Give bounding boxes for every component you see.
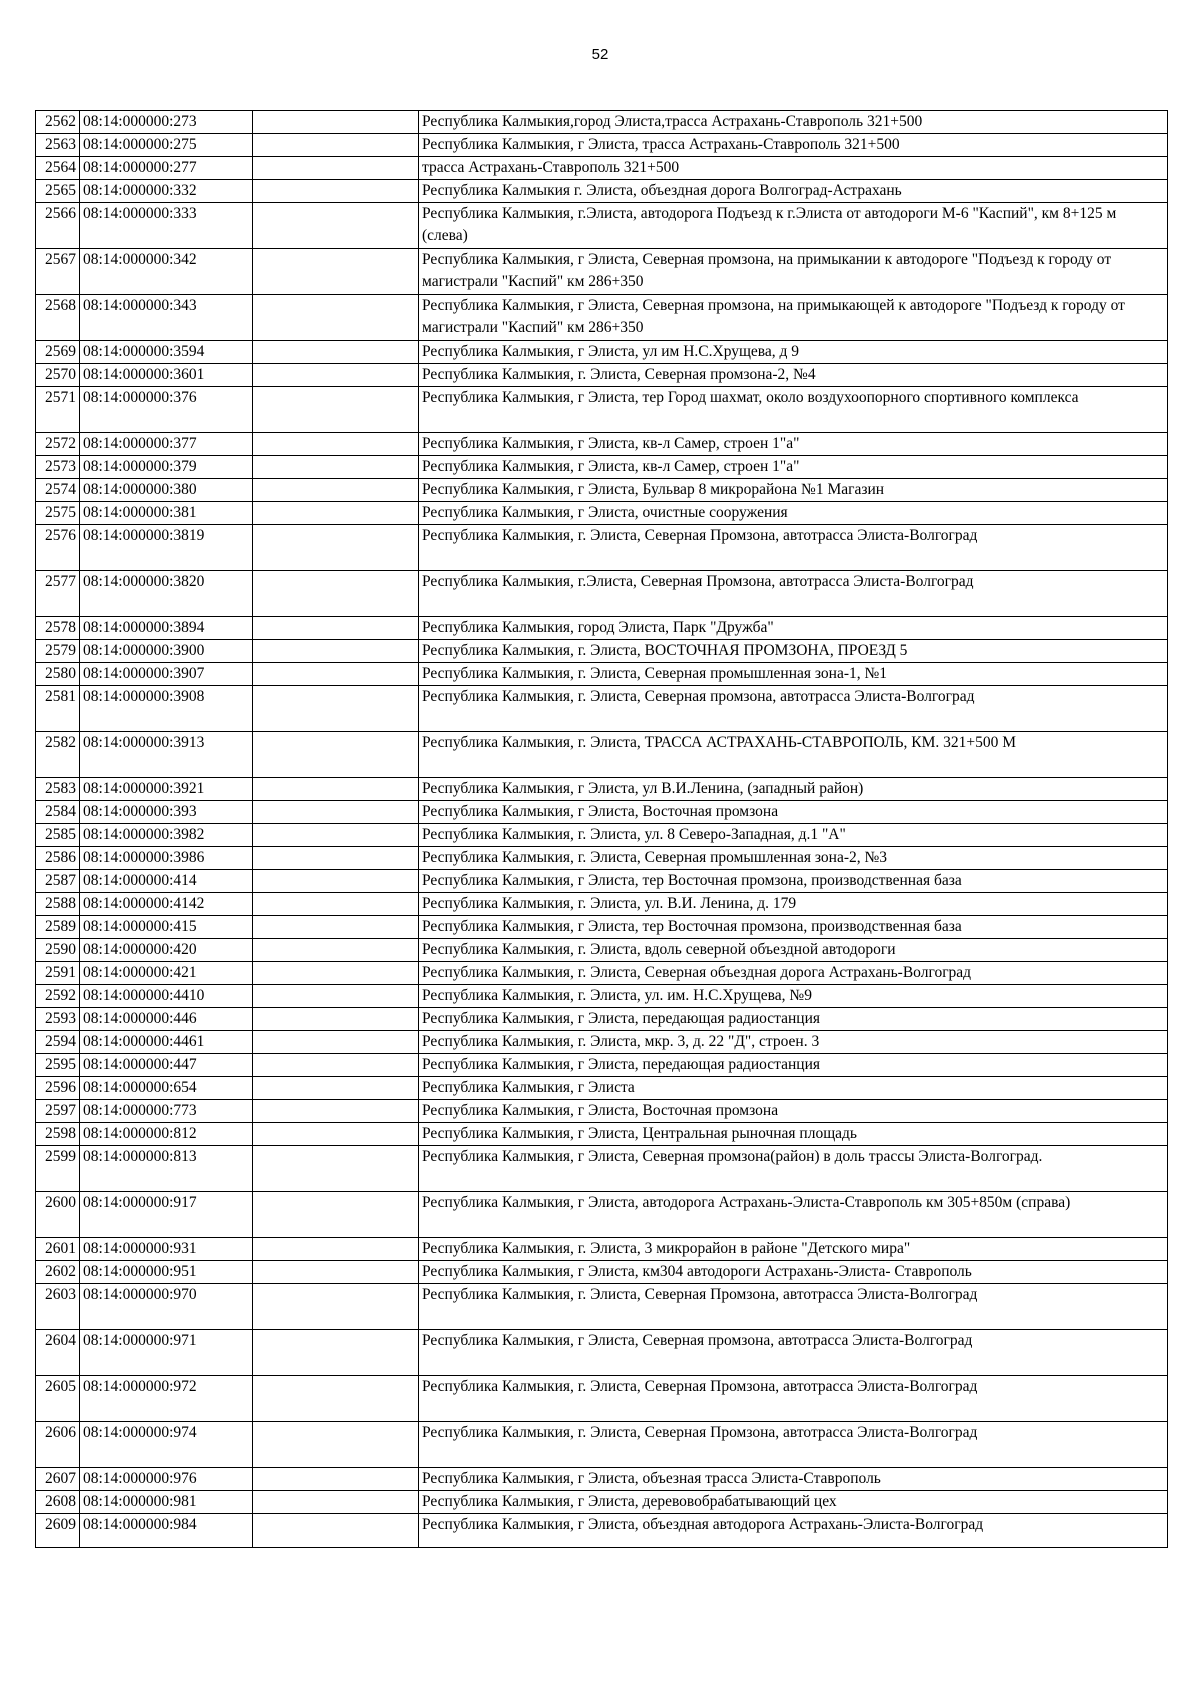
empty-column-cell: [253, 1514, 419, 1548]
row-number-cell: 2563: [36, 134, 80, 157]
row-number-cell: 2597: [36, 1100, 80, 1123]
empty-column-cell: [253, 571, 419, 617]
row-number-cell: 2565: [36, 180, 80, 203]
row-number-cell: 2578: [36, 617, 80, 640]
cadastral-number-cell: 08:14:000000:3820: [80, 571, 253, 617]
registry-table: [35, 110, 1168, 1548]
row-number-cell: 2583: [36, 778, 80, 801]
cadastral-number-cell: 08:14:000000:380: [80, 479, 253, 502]
table-row: [36, 134, 1168, 157]
empty-column-cell: [253, 502, 419, 525]
cadastral-number-cell: 08:14:000000:393: [80, 801, 253, 824]
empty-column-cell: [253, 732, 419, 778]
address-cell: Республика Калмыкия, г. Элиста, ул. им. Н.С.Хрущева, №9: [419, 985, 1168, 1008]
row-number-cell: 2564: [36, 157, 80, 180]
address-cell: Республика Калмыкия, г. Элиста, вдоль северной объездной автодороги: [419, 939, 1168, 962]
empty-column-cell: [253, 985, 419, 1008]
page-number: 52: [591, 46, 609, 63]
table-row: [36, 1491, 1168, 1514]
row-number-cell: 2567: [36, 249, 80, 295]
table-row: [36, 778, 1168, 801]
table-row: [36, 663, 1168, 686]
table-row: [36, 249, 1168, 295]
empty-column-cell: [253, 686, 419, 732]
cadastral-number-cell: 08:14:000000:273: [80, 111, 253, 134]
table-row: [36, 1192, 1168, 1238]
row-number-cell: 2582: [36, 732, 80, 778]
table-row: [36, 801, 1168, 824]
address-cell: Республика Калмыкия, г.Элиста, автодорога Подъезд к г.Элиста от автодороги М-6 "Каспий", км 8+125 м (слева): [419, 203, 1168, 249]
empty-column-cell: [253, 364, 419, 387]
address-cell: Республика Калмыкия, г Элиста, Бульвар 8 микрорайона №1 Магазин: [419, 479, 1168, 502]
table-row: [36, 341, 1168, 364]
table-row: [36, 916, 1168, 939]
table-row: [36, 1284, 1168, 1330]
cadastral-number-cell: 08:14:000000:3894: [80, 617, 253, 640]
cadastral-number-cell: 08:14:000000:654: [80, 1077, 253, 1100]
empty-column-cell: [253, 617, 419, 640]
empty-column-cell: [253, 939, 419, 962]
address-cell: трасса Астрахань-Ставрополь 321+500: [419, 157, 1168, 180]
address-cell: Республика Калмыкия, город Элиста, Парк "Дружба": [419, 617, 1168, 640]
cadastral-number-cell: 08:14:000000:343: [80, 295, 253, 341]
cadastral-number-cell: 08:14:000000:974: [80, 1422, 253, 1468]
empty-column-cell: [253, 893, 419, 916]
cadastral-number-cell: 08:14:000000:414: [80, 870, 253, 893]
empty-column-cell: [253, 456, 419, 479]
row-number-cell: 2586: [36, 847, 80, 870]
row-number-cell: 2593: [36, 1008, 80, 1031]
table-row: [36, 1077, 1168, 1100]
empty-column-cell: [253, 134, 419, 157]
cadastral-number-cell: 08:14:000000:377: [80, 433, 253, 456]
cadastral-number-cell: 08:14:000000:3982: [80, 824, 253, 847]
table-row: [36, 295, 1168, 341]
row-number-cell: 2596: [36, 1077, 80, 1100]
address-cell: Республика Калмыкия, г. Элиста, Северная Промзона, автотрасса Элиста-Волгоград: [419, 1284, 1168, 1330]
cadastral-number-cell: 08:14:000000:342: [80, 249, 253, 295]
table-row: [36, 1100, 1168, 1123]
table-row: [36, 962, 1168, 985]
row-number-cell: 2580: [36, 663, 80, 686]
address-cell: Республика Калмыкия, г Элиста, объезная трасса Элиста-Ставрополь: [419, 1468, 1168, 1491]
row-number-cell: 2577: [36, 571, 80, 617]
row-number-cell: 2606: [36, 1422, 80, 1468]
address-cell: Республика Калмыкия, г Элиста, Восточная промзона: [419, 1100, 1168, 1123]
cadastral-number-cell: 08:14:000000:381: [80, 502, 253, 525]
cadastral-number-cell: 08:14:000000:277: [80, 157, 253, 180]
empty-column-cell: [253, 778, 419, 801]
address-cell: Республика Калмыкия, г. Элиста, ТРАССА АСТРАХАНЬ-СТАВРОПОЛЬ, КМ. 321+500 М: [419, 732, 1168, 778]
empty-column-cell: [253, 1100, 419, 1123]
cadastral-number-cell: 08:14:000000:3913: [80, 732, 253, 778]
row-number-cell: 2571: [36, 387, 80, 433]
empty-column-cell: [253, 203, 419, 249]
address-cell: Республика Калмыкия, г Элиста, очистные сооружения: [419, 502, 1168, 525]
cadastral-number-cell: 08:14:000000:931: [80, 1238, 253, 1261]
address-cell: Республика Калмыкия, г Элиста, тер Город шахмат, около воздухоопорного спортивного комплекса: [419, 387, 1168, 433]
empty-column-cell: [253, 1261, 419, 1284]
table-row: [36, 1376, 1168, 1422]
cadastral-number-cell: 08:14:000000:984: [80, 1514, 253, 1548]
address-cell: Республика Калмыкия, г Элиста, км304 автодороги Астрахань-Элиста- Ставрополь: [419, 1261, 1168, 1284]
table-row: [36, 686, 1168, 732]
empty-column-cell: [253, 1192, 419, 1238]
address-cell: Республика Калмыкия, г Элиста, объездная автодорога Астрахань-Элиста-Волгоград: [419, 1514, 1168, 1548]
table-row: [36, 387, 1168, 433]
empty-column-cell: [253, 1054, 419, 1077]
row-number-cell: 2568: [36, 295, 80, 341]
row-number-cell: 2574: [36, 479, 80, 502]
row-number-cell: 2599: [36, 1146, 80, 1192]
empty-column-cell: [253, 1284, 419, 1330]
empty-column-cell: [253, 1123, 419, 1146]
cadastral-number-cell: 08:14:000000:3907: [80, 663, 253, 686]
row-number-cell: 2602: [36, 1261, 80, 1284]
address-cell: Республика Калмыкия,город Элиста,трасса Астрахань-Ставрополь 321+500: [419, 111, 1168, 134]
row-number-cell: 2592: [36, 985, 80, 1008]
address-cell: Республика Калмыкия, г. Элиста, 3 микрорайон в районе "Детского мира": [419, 1238, 1168, 1261]
row-number-cell: 2589: [36, 916, 80, 939]
address-cell: Республика Калмыкия, г. Элиста, Северная промзона-2, №4: [419, 364, 1168, 387]
table-row: [36, 111, 1168, 134]
row-number-cell: 2603: [36, 1284, 80, 1330]
row-number-cell: 2590: [36, 939, 80, 962]
empty-column-cell: [253, 1330, 419, 1376]
cadastral-number-cell: 08:14:000000:3921: [80, 778, 253, 801]
row-number-cell: 2566: [36, 203, 80, 249]
cadastral-number-cell: 08:14:000000:420: [80, 939, 253, 962]
cadastral-number-cell: 08:14:000000:773: [80, 1100, 253, 1123]
table-row: [36, 364, 1168, 387]
empty-column-cell: [253, 111, 419, 134]
empty-column-cell: [253, 387, 419, 433]
address-cell: Республика Калмыкия, г. Элиста, Северная промзона, автотрасса Элиста-Волгоград: [419, 686, 1168, 732]
cadastral-number-cell: 08:14:000000:415: [80, 916, 253, 939]
row-number-cell: 2572: [36, 433, 80, 456]
address-cell: Республика Калмыкия, г. Элиста, Северная промышленная зона-2, №3: [419, 847, 1168, 870]
empty-column-cell: [253, 962, 419, 985]
empty-column-cell: [253, 525, 419, 571]
address-cell: Республика Калмыкия, г Элиста, деревовобрабатывающий цех: [419, 1491, 1168, 1514]
table-row: [36, 479, 1168, 502]
cadastral-number-cell: 08:14:000000:3819: [80, 525, 253, 571]
row-number-cell: 2595: [36, 1054, 80, 1077]
table-row: [36, 824, 1168, 847]
registry-table-body: [36, 111, 1168, 1548]
table-row: [36, 1261, 1168, 1284]
cadastral-number-cell: 08:14:000000:446: [80, 1008, 253, 1031]
table-row: [36, 640, 1168, 663]
cadastral-number-cell: 08:14:000000:976: [80, 1468, 253, 1491]
row-number-cell: 2569: [36, 341, 80, 364]
cadastral-number-cell: 08:14:000000:970: [80, 1284, 253, 1330]
address-cell: Республика Калмыкия, г Элиста, ул В.И.Ленина, (западный район): [419, 778, 1168, 801]
cadastral-number-cell: 08:14:000000:917: [80, 1192, 253, 1238]
address-cell: Республика Калмыкия, г.Элиста, Северная Промзона, автотрасса Элиста-Волгоград: [419, 571, 1168, 617]
address-cell: Республика Калмыкия, г Элиста, передающая радиостанция: [419, 1008, 1168, 1031]
address-cell: Республика Калмыкия, г. Элиста, Северная объездная дорога Астрахань-Волгоград: [419, 962, 1168, 985]
cadastral-number-cell: 08:14:000000:951: [80, 1261, 253, 1284]
table-row: [36, 456, 1168, 479]
address-cell: Республика Калмыкия г. Элиста, объездная дорога Волгоград-Астрахань: [419, 180, 1168, 203]
address-cell: Республика Калмыкия, г Элиста, ул им Н.С.Хрущева, д 9: [419, 341, 1168, 364]
row-number-cell: 2570: [36, 364, 80, 387]
row-number-cell: 2562: [36, 111, 80, 134]
empty-column-cell: [253, 1146, 419, 1192]
table-row: [36, 1330, 1168, 1376]
cadastral-number-cell: 08:14:000000:3986: [80, 847, 253, 870]
table-row: [36, 433, 1168, 456]
table-row: [36, 1008, 1168, 1031]
empty-column-cell: [253, 663, 419, 686]
row-number-cell: 2598: [36, 1123, 80, 1146]
table-row: [36, 1146, 1168, 1192]
table-row: [36, 571, 1168, 617]
address-cell: Республика Калмыкия, г. Элиста, ул. В.И. Ленина, д. 179: [419, 893, 1168, 916]
address-cell: Республика Калмыкия, г Элиста, передающая радиостанция: [419, 1054, 1168, 1077]
row-number-cell: 2579: [36, 640, 80, 663]
row-number-cell: 2609: [36, 1514, 80, 1548]
table-row: [36, 502, 1168, 525]
row-number-cell: 2585: [36, 824, 80, 847]
row-number-cell: 2587: [36, 870, 80, 893]
row-number-cell: 2581: [36, 686, 80, 732]
empty-column-cell: [253, 157, 419, 180]
table-row: [36, 939, 1168, 962]
table-row: [36, 203, 1168, 249]
address-cell: Республика Калмыкия, г. Элиста, Северная Промзона, автотрасса Элиста-Волгоград: [419, 1376, 1168, 1422]
row-number-cell: 2600: [36, 1192, 80, 1238]
empty-column-cell: [253, 1422, 419, 1468]
row-number-cell: 2576: [36, 525, 80, 571]
table-row: [36, 732, 1168, 778]
empty-column-cell: [253, 801, 419, 824]
empty-column-cell: [253, 180, 419, 203]
cadastral-number-cell: 08:14:000000:376: [80, 387, 253, 433]
address-cell: Республика Калмыкия, г Элиста, Северная промзона(район) в доль трассы Элиста-Волгоград.: [419, 1146, 1168, 1192]
table-row: [36, 1054, 1168, 1077]
table-row: [36, 157, 1168, 180]
empty-column-cell: [253, 916, 419, 939]
table-row: [36, 1238, 1168, 1261]
cadastral-number-cell: 08:14:000000:447: [80, 1054, 253, 1077]
address-cell: Республика Калмыкия, г Элиста, Северная промзона, на примыкании к автодороге "Подъезд к городу от магистрали "Каспий" км 286+350: [419, 249, 1168, 295]
address-cell: Республика Калмыкия, г Элиста, Восточная промзона: [419, 801, 1168, 824]
row-number-cell: 2575: [36, 502, 80, 525]
empty-column-cell: [253, 249, 419, 295]
table-row: [36, 1514, 1168, 1548]
cadastral-number-cell: 08:14:000000:3594: [80, 341, 253, 364]
cadastral-number-cell: 08:14:000000:4461: [80, 1031, 253, 1054]
table-row: [36, 1031, 1168, 1054]
cadastral-number-cell: 08:14:000000:981: [80, 1491, 253, 1514]
cadastral-number-cell: 08:14:000000:275: [80, 134, 253, 157]
cadastral-number-cell: 08:14:000000:813: [80, 1146, 253, 1192]
address-cell: Республика Калмыкия, г Элиста, Северная промзона, на примыкающей к автодороге "Подъезд к городу от магистрали "Каспий" км 286+350: [419, 295, 1168, 341]
empty-column-cell: [253, 1008, 419, 1031]
address-cell: Республика Калмыкия, г Элиста: [419, 1077, 1168, 1100]
row-number-cell: 2588: [36, 893, 80, 916]
address-cell: Республика Калмыкия, г. Элиста, мкр. 3, д. 22 "Д", строен. 3: [419, 1031, 1168, 1054]
table-row: [36, 617, 1168, 640]
empty-column-cell: [253, 1468, 419, 1491]
address-cell: Республика Калмыкия, г. Элиста, Северная промышленная зона-1, №1: [419, 663, 1168, 686]
row-number-cell: 2594: [36, 1031, 80, 1054]
address-cell: Республика Калмыкия, г. Элиста, Северная Промзона, автотрасса Элиста-Волгоград: [419, 525, 1168, 571]
cadastral-number-cell: 08:14:000000:333: [80, 203, 253, 249]
empty-column-cell: [253, 824, 419, 847]
address-cell: Республика Калмыкия, г Элиста, Центральная рыночная площадь: [419, 1123, 1168, 1146]
address-cell: Республика Калмыкия, г Элиста, трасса Астрахань-Ставрополь 321+500: [419, 134, 1168, 157]
address-cell: Республика Калмыкия, г Элиста, автодорога Астрахань-Элиста-Ставрополь км 305+850м (справа): [419, 1192, 1168, 1238]
cadastral-number-cell: 08:14:000000:812: [80, 1123, 253, 1146]
empty-column-cell: [253, 870, 419, 893]
empty-column-cell: [253, 1238, 419, 1261]
table-row: [36, 870, 1168, 893]
cadastral-number-cell: 08:14:000000:972: [80, 1376, 253, 1422]
empty-column-cell: [253, 433, 419, 456]
cadastral-number-cell: 08:14:000000:4410: [80, 985, 253, 1008]
address-cell: Республика Калмыкия, г Элиста, тер Восточная промзона, производственная база: [419, 916, 1168, 939]
cadastral-number-cell: 08:14:000000:3900: [80, 640, 253, 663]
empty-column-cell: [253, 1376, 419, 1422]
cadastral-number-cell: 08:14:000000:4142: [80, 893, 253, 916]
address-cell: Республика Калмыкия, г Элиста, кв-л Самер, строен 1"а": [419, 456, 1168, 479]
empty-column-cell: [253, 847, 419, 870]
row-number-cell: 2604: [36, 1330, 80, 1376]
empty-column-cell: [253, 295, 419, 341]
address-cell: Республика Калмыкия, г. Элиста, ул. 8 Северо-Западная, д.1 "А": [419, 824, 1168, 847]
row-number-cell: 2607: [36, 1468, 80, 1491]
cadastral-number-cell: 08:14:000000:3601: [80, 364, 253, 387]
address-cell: Республика Калмыкия, г. Элиста, ВОСТОЧНАЯ ПРОМЗОНА, ПРОЕЗД 5: [419, 640, 1168, 663]
empty-column-cell: [253, 1077, 419, 1100]
cadastral-number-cell: 08:14:000000:332: [80, 180, 253, 203]
address-cell: Республика Калмыкия, г Элиста, кв-л Самер, строен 1"а": [419, 433, 1168, 456]
table-row: [36, 985, 1168, 1008]
cadastral-number-cell: 08:14:000000:3908: [80, 686, 253, 732]
cadastral-number-cell: 08:14:000000:421: [80, 962, 253, 985]
table-row: [36, 1422, 1168, 1468]
cadastral-number-cell: 08:14:000000:379: [80, 456, 253, 479]
row-number-cell: 2608: [36, 1491, 80, 1514]
row-number-cell: 2584: [36, 801, 80, 824]
address-cell: Республика Калмыкия, г Элиста, Северная промзона, автотрасса Элиста-Волгоград: [419, 1330, 1168, 1376]
empty-column-cell: [253, 479, 419, 502]
table-row: [36, 847, 1168, 870]
table-row: [36, 525, 1168, 571]
empty-column-cell: [253, 341, 419, 364]
table-row: [36, 893, 1168, 916]
cadastral-number-cell: 08:14:000000:971: [80, 1330, 253, 1376]
row-number-cell: 2573: [36, 456, 80, 479]
address-cell: Республика Калмыкия, г. Элиста, Северная Промзона, автотрасса Элиста-Волгоград: [419, 1422, 1168, 1468]
row-number-cell: 2605: [36, 1376, 80, 1422]
empty-column-cell: [253, 640, 419, 663]
table-row: [36, 1123, 1168, 1146]
empty-column-cell: [253, 1491, 419, 1514]
empty-column-cell: [253, 1031, 419, 1054]
table-row: [36, 180, 1168, 203]
row-number-cell: 2591: [36, 962, 80, 985]
row-number-cell: 2601: [36, 1238, 80, 1261]
address-cell: Республика Калмыкия, г Элиста, тер Восточная промзона, производственная база: [419, 870, 1168, 893]
table-row: [36, 1468, 1168, 1491]
